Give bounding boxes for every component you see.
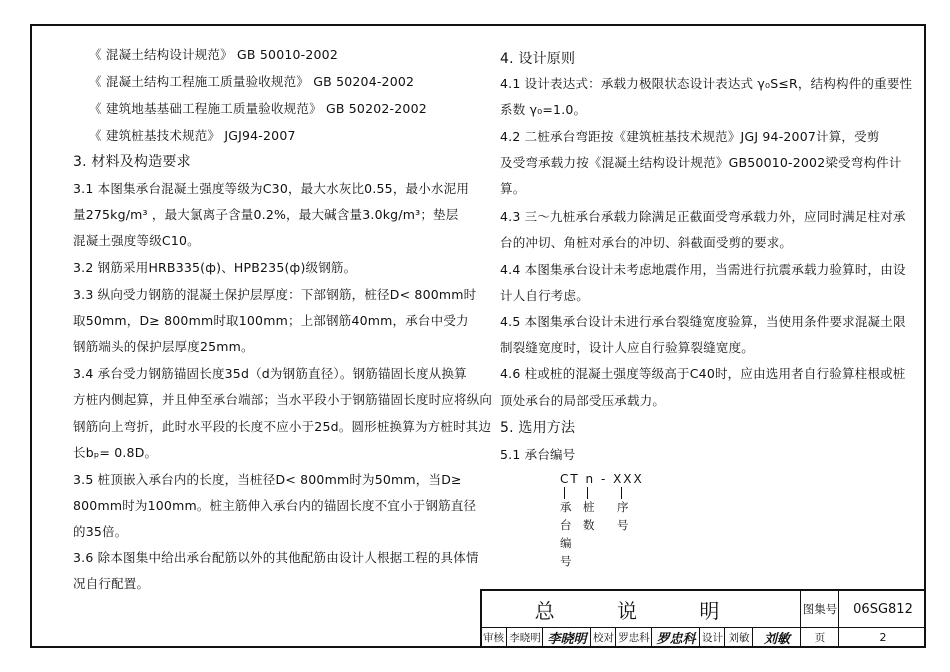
title-block-row-bottom — [482, 627, 926, 648]
review-label: 审核 — [483, 632, 504, 644]
text-line: 取50mm，D≥ 800mm时取100mm；上部钢筋40mm，承台中受力 — [73, 313, 469, 328]
atlas-no: 06SG812 — [838, 591, 927, 627]
text-line: 算。 — [500, 181, 526, 196]
text-line: 系数 γ₀=1.0。 — [500, 102, 587, 117]
notation-char: 承 — [560, 500, 572, 514]
text-line: 4.5 本图集承台设计未进行承台裂缝宽度验算，当使用条件要求混凝土限 — [500, 314, 906, 329]
check-label: 校对 — [590, 627, 616, 648]
text-line: 计人自行考虑。 — [500, 288, 589, 303]
text-line: 钢筋端头的保护层厚度25mm。 — [73, 339, 254, 354]
designer-name: 刘敏 — [724, 627, 753, 648]
notation-char: 数 — [583, 518, 595, 532]
text-line: 方桩内侧起算，并且伸至承台端部；当水平段小于钢筋锚固长度时应将纵向 — [73, 392, 493, 407]
reference-line: 《 建筑桩基技术规范》 JGJ94-2007 — [89, 128, 296, 143]
notation-char: 序 — [617, 500, 629, 514]
notation-char: 编 — [560, 536, 572, 550]
section-3-heading: 3. 材料及构造要求 — [73, 154, 191, 170]
text-line: 4.6 柱或桩的混凝土强度等级高于C40时，应由选用者自行验算柱根或桩 — [500, 366, 906, 381]
reference-line: 《 建筑地基基础工程施工质量验收规范》 GB 50202-2002 — [89, 101, 427, 116]
code-notation — [560, 472, 660, 572]
text-line: 制裂缝宽度时，设计人应自行验算裂缝宽度。 — [500, 340, 755, 355]
text-line: 量275kg/m³ ，最大氯离子含量0.2%，最大碱含量3.0kg/m³；垫层 — [73, 207, 459, 222]
text-line: 钢筋向上弯折，此时水平段的长度不应小于25d。圆形桩换算为方桩时其边 — [73, 419, 492, 434]
text-line: 顶处承台的局部受压承载力。 — [500, 393, 666, 408]
code-pattern: CT n - XXX — [560, 472, 644, 486]
page-number: 2 — [838, 627, 927, 648]
notation-char: 号 — [560, 554, 572, 568]
checker-name: 罗忠科 — [615, 627, 652, 648]
designer-signature: 刘敏 — [752, 627, 801, 648]
text-line: 3.6 除本图集中给出承台配筋以外的其他配筋由设计人根据工程的具体情 — [73, 550, 479, 565]
atlas-no-label: 图集号 — [800, 591, 839, 627]
reference-line: 《 混凝土结构工程施工质量验收规范》 GB 50204-2002 — [89, 74, 415, 89]
text-line: 4.2 二桩承台弯距按《建筑桩基技术规范》JGJ 94-2007计算，受剪 — [500, 129, 880, 144]
section-5-heading: 5. 选用方法 — [500, 420, 576, 436]
title-block — [480, 589, 926, 648]
text-line: 3.5 桩顶嵌入承台内的长度，当桩径D< 800mm时为50mm，当D≥ — [73, 472, 462, 487]
text-line: 3.4 承台受力钢筋锚固长度35d（d为钢筋直径）。钢筋锚固长度从换算 — [73, 366, 467, 381]
reviewer-name: 李晓明 — [506, 627, 543, 648]
text-line: 长bₚ= 0.8D。 — [73, 445, 158, 460]
text-line: 800mm时为100mm。桩主筋伸入承台内的锚固长度不宜小于钢筋直径 — [73, 498, 477, 513]
text-line: 4.3 三～九桩承台承载力除满足正截面受弯承载力外，应同时满足柱对承 — [500, 209, 906, 224]
notation-char: 台 — [560, 518, 572, 532]
text-line: 的35倍。 — [73, 524, 128, 539]
checker-signature: 罗忠科 — [651, 627, 700, 648]
text-line: 4.4 本图集承台设计未考虑地震作用，当需进行抗震承载力验算时，由设 — [500, 262, 906, 277]
text-line: 3.1 本图集承台混凝土强度等级为C30，最大水灰比0.55，最小水泥用 — [73, 181, 470, 196]
drawing-title: 总 说 明 — [534, 598, 748, 623]
text-line: 3.3 纵向受力钢筋的混凝土保护层厚度：下部钢筋，桩径D< 800mm时 — [73, 287, 477, 302]
text-line: 况自行配置。 — [73, 576, 150, 591]
design-label: 设计 — [699, 627, 725, 648]
title-block-row-top — [482, 591, 926, 628]
text-line: 3.2 钢筋采用HRB335(ф)、HPB235(ф)级钢筋。 — [73, 260, 357, 275]
reviewer-signature: 李晓明 — [542, 627, 591, 648]
text-line: 4.1 设计表达式：承载力极限状态设计表达式 γ₀S≤R，结构构件的重要性 — [500, 76, 913, 91]
text-line: 台的冲切、角桩对承台的冲切、斜截面受剪的要求。 — [500, 235, 793, 250]
section-4-heading: 4. 设计原则 — [500, 51, 576, 67]
reference-line: 《 混凝土结构设计规范》 GB 50010-2002 — [89, 47, 338, 62]
page-label: 页 — [800, 627, 839, 648]
notation-char: 桩 — [583, 500, 595, 514]
notation-char: 号 — [617, 518, 629, 532]
text-line: 混凝土强度等级C10。 — [73, 233, 200, 248]
subsection-5-1: 5.1 承台编号 — [500, 447, 576, 462]
text-line: 及受弯承载力按《混凝土结构设计规范》GB50010-2002梁受弯构件计 — [500, 155, 902, 170]
